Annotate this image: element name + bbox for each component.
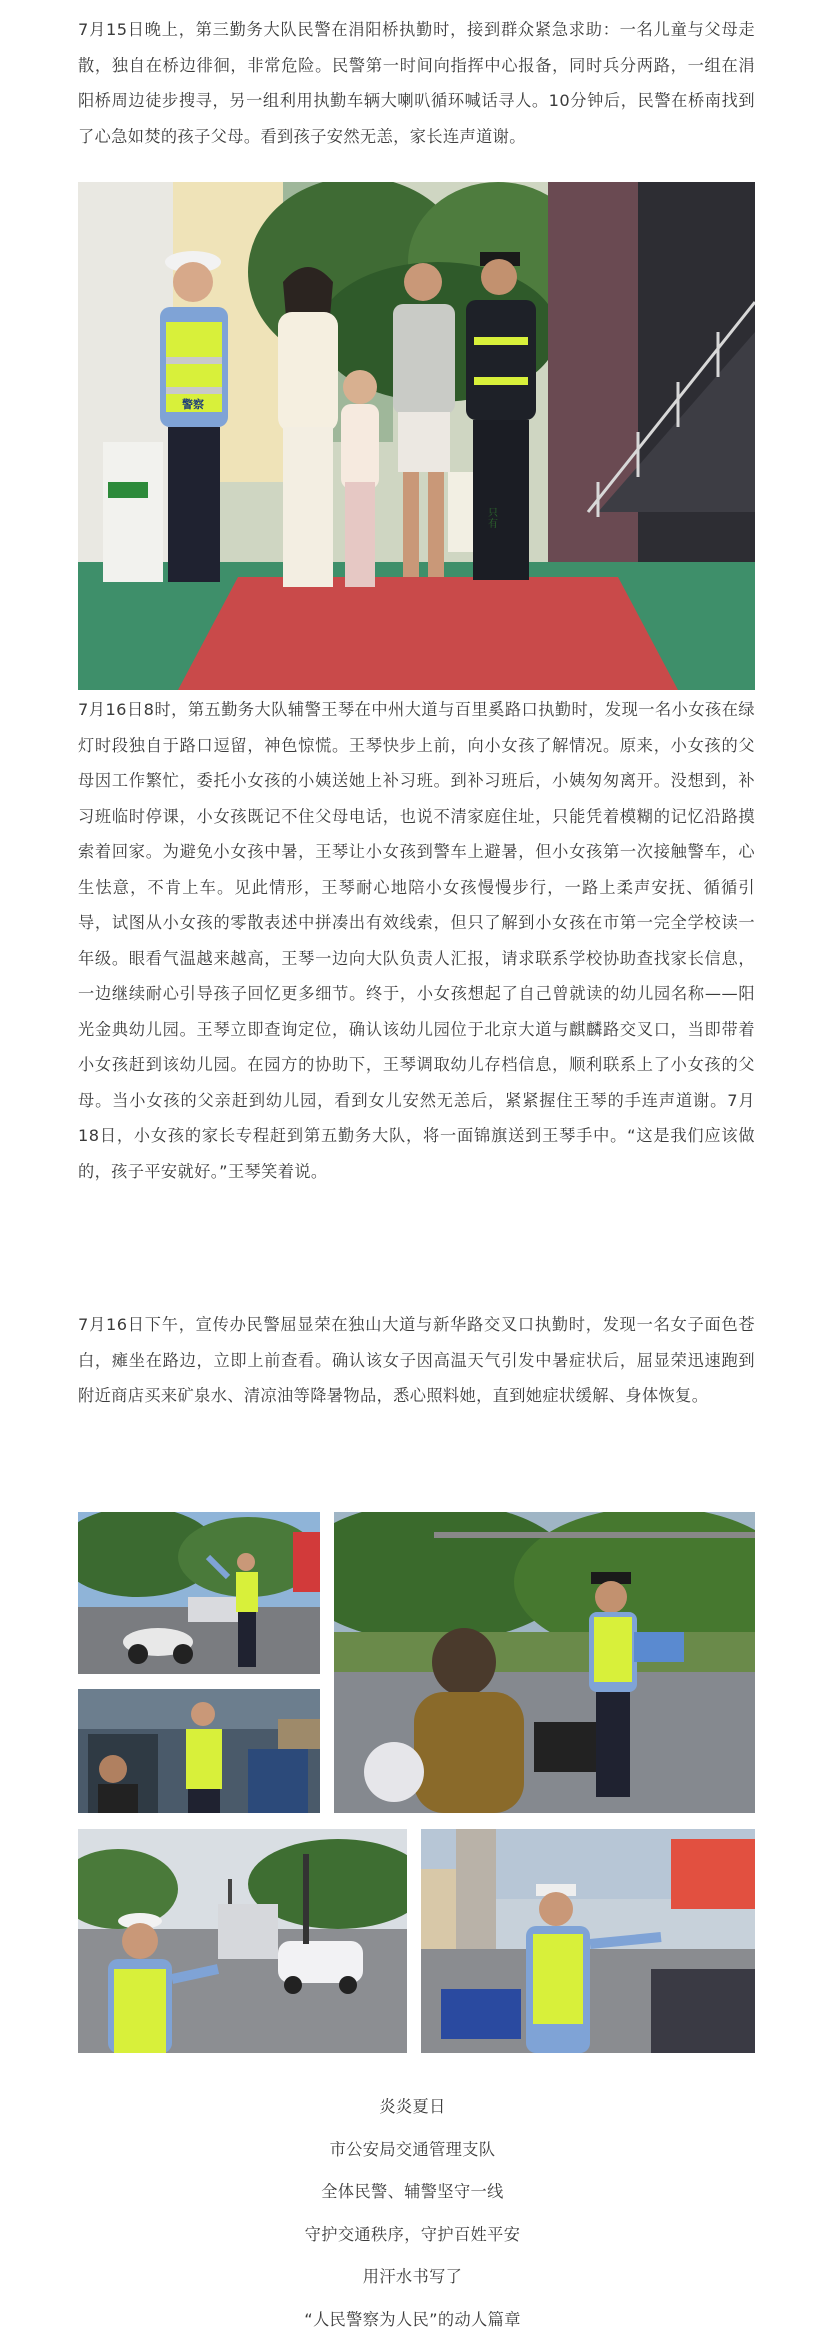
closing-line-4: 守护交通秩序，守护百姓平安 bbox=[304, 2224, 521, 2244]
closing-line-6: “人民警察为人民”的动人篇章 bbox=[304, 2309, 521, 2329]
paragraph-3: 7月16日下午，宣传办民警屈显荣在独山大道与新华路交叉口执勤时，发现一名女子面色苍白，瘫坐在路边，立即上前查看。确认该女子因高温天气引发中暑症状后，屈显荣迅速跑到附近商店买来矿泉水、清凉油等降暑物品，悉心照料她，直到她症状缓解、身体恢复。 bbox=[78, 1315, 755, 1405]
paragraph-2-block bbox=[78, 692, 755, 1189]
closing-line-5: 用汗水书写了 bbox=[362, 2267, 463, 2286]
photo-officer-by-tree bbox=[421, 1829, 755, 2053]
paragraph-1: 7月15日晚上，第三勤务大队民警在涓阳桥执勤时，接到群众紧急求助：一名儿童与父母走散，独自在桥边徘徊，非常危险。民警第一时间向指挥中心报备，同时兵分两路，一组在涓阳桥周边徒步搜寻，另一组利用执勤车辆大喇叭循环喊话寻人。10分钟后，民警在桥南找到了心急如焚的孩子父母。看到孩子安然无恙，家长连声道谢。 bbox=[78, 20, 755, 146]
bag-text: 只有 bbox=[488, 508, 498, 530]
closing-lines bbox=[0, 2086, 825, 2341]
paragraph-1-block bbox=[78, 12, 755, 154]
closing-line-2: 市公安局交通管理支队 bbox=[329, 2139, 496, 2159]
closing-line-3: 全体民警、辅警坚守一线 bbox=[321, 2182, 504, 2201]
photo-officer-directing-scooter bbox=[78, 1512, 320, 1674]
photo-officer-at-stall bbox=[78, 1689, 320, 1813]
paragraph-3-block bbox=[78, 1307, 755, 1414]
photo-family-with-police bbox=[78, 182, 755, 690]
photo-officer-directing-traffic bbox=[78, 1829, 407, 2053]
vest-label: 警察 bbox=[182, 398, 204, 411]
paragraph-2: 7月16日8时，第五勤务大队辅警王琴在中州大道与百里奚路口执勤时，发现一名小女孩在绿灯时段独自于路口逗留，神色惊慌。王琴快步上前，向小女孩了解情况。原来，小女孩的父母因工作繁忙，委托小女孩的小姨送她上补习班。到补习班后，小姨匆匆离开。没想到，补习班临时停课，小女孩既记不住父母电话，也说不清家庭住址，只能凭着模糊的记忆沿路摸索着回家。为避免小女孩中暑，王琴让小女孩到警车上避暑，但小女孩第一次接触警车，心生怯意，不肯上车。见此情形，王琴耐心地陪小女孩慢慢步行，一路上柔声安抚、循循引导，试图从小女孩的零散表述中拼凑出有效线索，但只了解到小女孩在市第一完全学校读一年级。眼看气温越来越高，王琴一边向大队负责人汇报，请求联系学校协助查找家长信息，一边继续耐心引导孩子回忆更多细节。终于，小女孩想起了自己曾就读的幼儿园名称——阳光金典幼儿园。王琴立即查询定位，确认该幼儿园位于北京大道与麒麟路交叉口，当即带着小女孩赶到该幼儿园。在园方的协助下，王琴调取幼儿存档信息，顺利联系上了小女孩的父母。当小女孩的父亲赶到幼儿园，看到女儿安然无恙后，紧紧握住王琴的手连声道谢。7月18日，小女孩的家长专程赶到第五勤务大队，将一面锦旗送到王琴手中。“这是我们应该做的，孩子平安就好。”王琴笑着说。 bbox=[78, 700, 755, 1181]
closing-line-1: 炎炎夏日 bbox=[379, 2097, 446, 2116]
photo-officer-helping-woman bbox=[334, 1512, 755, 1813]
